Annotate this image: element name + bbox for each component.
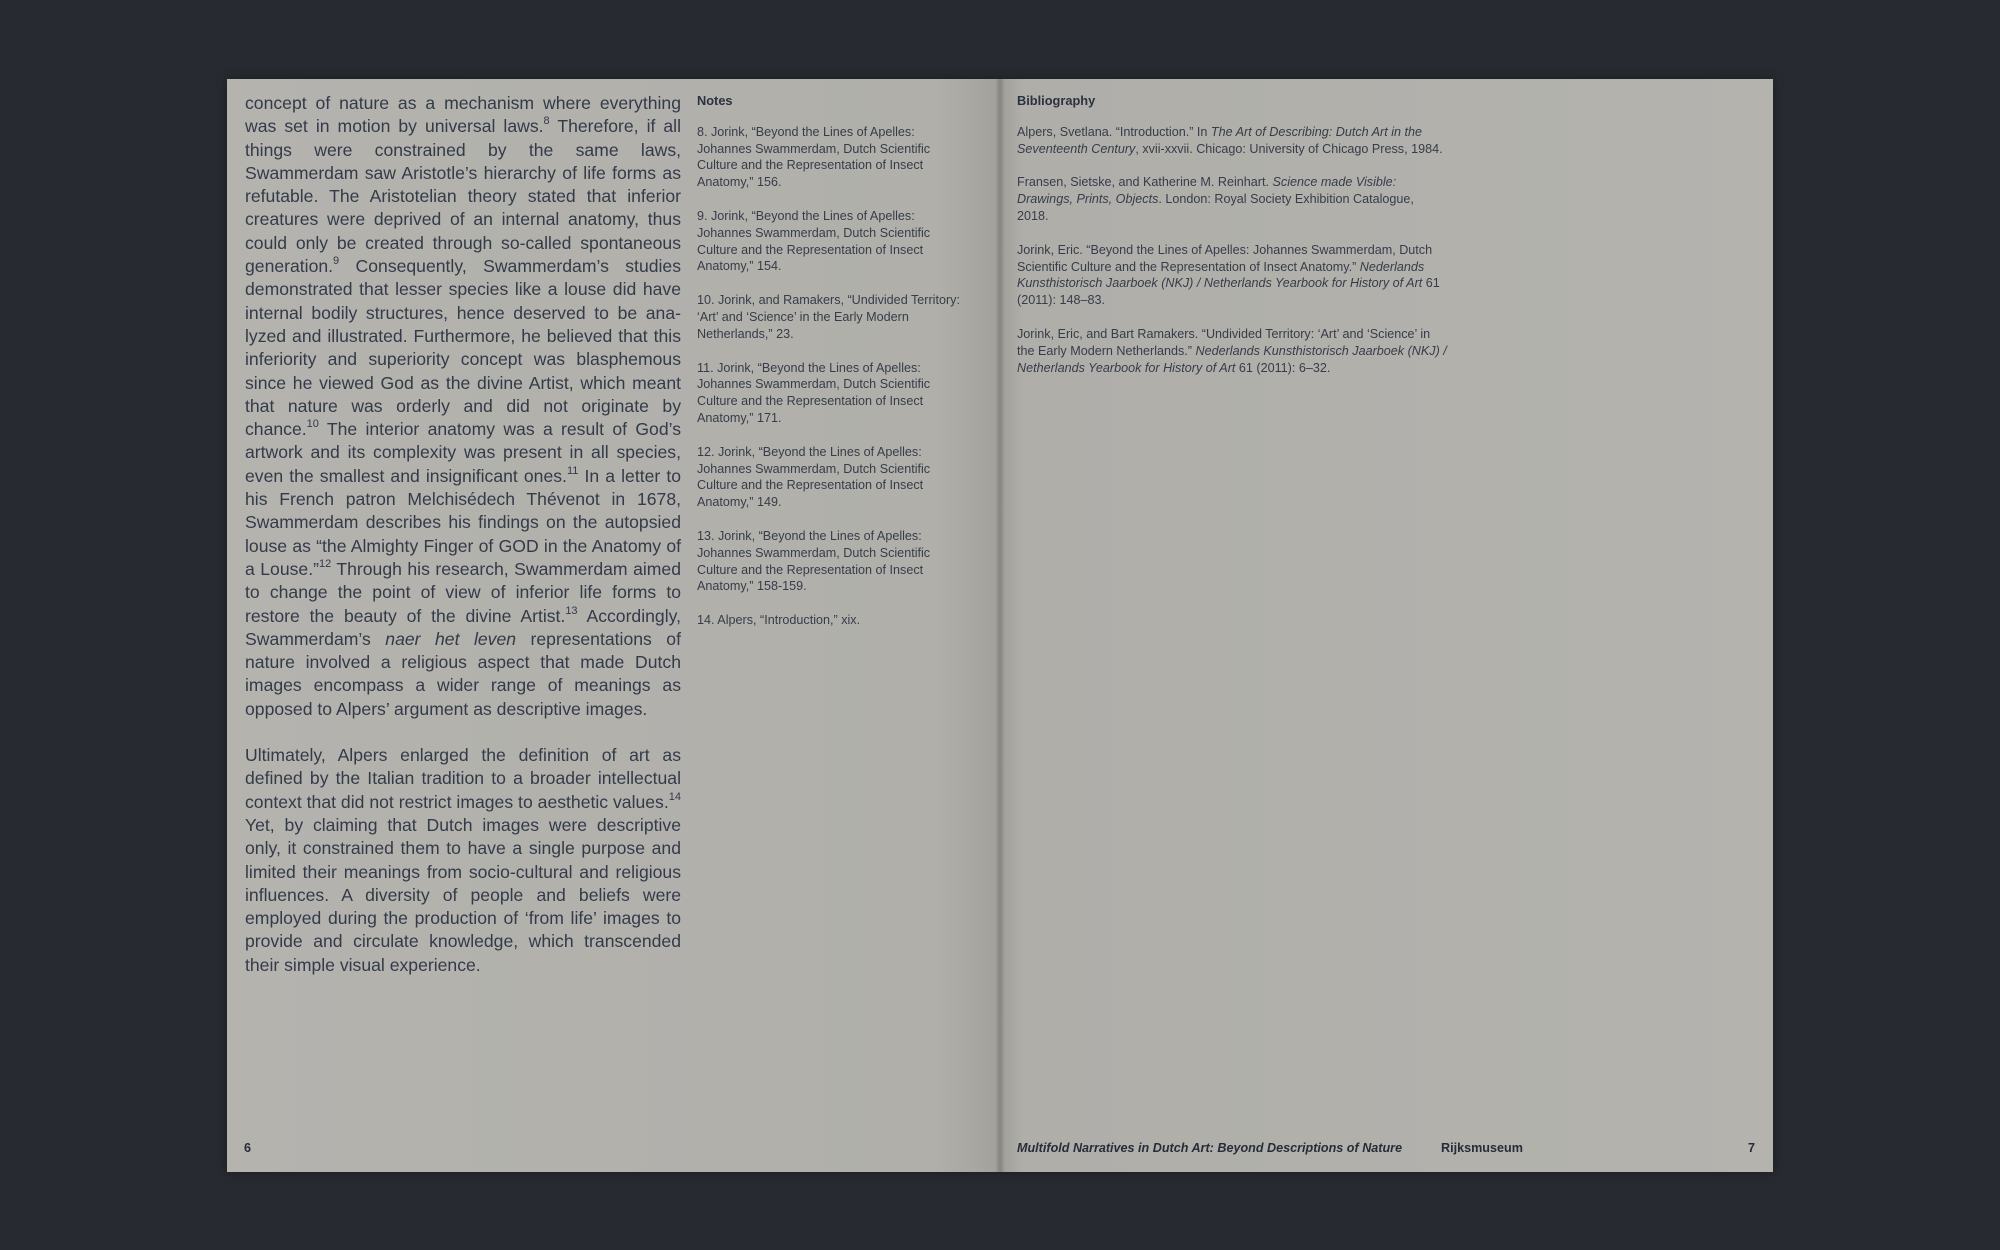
footnote-marker: 13 bbox=[565, 604, 578, 617]
footnote-marker: 8 bbox=[543, 115, 550, 128]
page-number-right: 7 bbox=[1747, 1141, 1755, 1155]
note-item: 8. Jorink, “Beyond the Lines of Apelles: Johannes Swammerdam, Dutch Scientific Culture and the Representation of Insect Anatomy,” 156. bbox=[697, 124, 931, 190]
italic-text: Science made Visible: Drawings, Prints, Objects bbox=[1017, 175, 1397, 207]
book-spread bbox=[227, 79, 1773, 1172]
bibliography-heading: Bibliography bbox=[1017, 93, 1096, 108]
bibliography-entry: Alpers, Svetlana. “Introduction.” In The Art of Describing: Dutch Art in the Seventeenth Century, xvii-xxvii. Chicago: University of Chicago Press, 1984. bbox=[1017, 124, 1443, 156]
bibliography-entry: Jorink, Eric. “Beyond the Lines of Apelles: Johannes Swammerdam, Dutch Scientific Culture and the Representation of Insect Anatomy.” Nederlands Kunsthistorisch Jaarboek (NKJ) / Netherlands Yearbook for History of Art 61 (2011): 148–83. bbox=[1017, 242, 1440, 308]
bibliography-entry: Jorink, Eric, and Bart Ramakers. “Undivided Territory: ‘Art’ and ‘Science’ in the Early Modern Netherlands.” Nederlands Kunsthistorisch Jaarboek (NKJ) / Netherlands Yearbook for History of Art 61 (2011): 6–32. bbox=[1017, 326, 1447, 375]
italic-text: Nederlands Kunsthistorisch Jaarboek (NKJ) / Netherlands Yearbook for History of Art bbox=[1017, 343, 1447, 375]
page-number-left: 6 bbox=[244, 1141, 252, 1155]
right-page bbox=[999, 79, 1773, 1172]
book-gutter bbox=[995, 79, 1005, 1172]
footnote-marker: 10 bbox=[306, 418, 319, 431]
note-item: 9. Jorink, “Beyond the Lines of Apelles: Johannes Swammerdam, Dutch Scientific Culture and the Representation of Insect Anatomy,” 154. bbox=[697, 208, 931, 274]
footnote-marker: 12 bbox=[318, 557, 332, 570]
note-item: 10. Jorink, and Ramakers, “Undivided Territory: ‘Art’ and ‘Science’ in the Early Modern Netherlands,” 23. bbox=[697, 293, 960, 341]
italic-text: Nederlands Kunsthistorisch Jaarboek (NKJ) / Netherlands Yearbook for History of Art bbox=[1017, 259, 1425, 291]
bibliography-column bbox=[1017, 93, 1447, 393]
note-item: 13. Jorink, “Beyond the Lines of Apelles: Johannes Swammerdam, Dutch Scientific Culture and the Representation of Insect Anatomy,” 158-159. bbox=[697, 528, 931, 594]
body-paragraph: Ultimately, Alpers enlarged the definition of art as defined by the Italian tradition to a broader intellectual context that did not restrict images to aesthetic values.$^{14}$ Yet, by claiming that Dutch images were descriptive only, it constrained them to have a single purpose and limited their meanings from socio-cultural and religious influences. A diversity of people and beliefs were employed during the production of ‘from life’ images to provide and circulate knowledge, which transcended their simple visual experience. bbox=[245, 745, 681, 975]
italic-text: naer het leven bbox=[385, 628, 517, 649]
italic-text: The Art of Describing: Dutch Art in the Seventeenth Century bbox=[1017, 124, 1423, 156]
note-item: 12. Jorink, “Beyond the Lines of Apelles: Johannes Swammerdam, Dutch Scientific Culture and the Representation of Insect Anatomy,” 149. bbox=[697, 444, 931, 510]
body-text bbox=[245, 92, 681, 977]
footnote-marker: 11 bbox=[566, 464, 579, 477]
notes-heading: Notes bbox=[697, 93, 733, 108]
footnote-marker: 9 bbox=[333, 255, 340, 268]
notes-column bbox=[697, 93, 967, 646]
note-item: 11. Jorink, “Beyond the Lines of Apelles: Johannes Swammerdam, Dutch Scientific Culture and the Representation of Insect Anatomy,” 171. bbox=[697, 360, 931, 425]
left-page bbox=[227, 79, 999, 1172]
footnote-marker: 14 bbox=[668, 790, 681, 803]
note-item: 14. Alpers, “Introduction,” xix. bbox=[697, 613, 861, 628]
body-paragraph: concept of nature as a mechanism where everything was set in motion by universal laws.$^8$ Therefore, if all things were constrained by the same laws, Swammerdam saw Aristotle’s hierarchy of life forms as refutable. The Aristotelian theory stated that inferior creatures were deprived of an internal anatomy, thus could only be created through so-called spontaneous generation.$^9$ Consequently, Swammerdam’s studies demonstrated that lesser species like a louse did have internal bodily structures, hence deserved to be analyzed and illustrated. Furthermore, he believed that this inferiority and superiority concept was blasphemous since he viewed God as the divine Artist, which meant that nature was orderly and did not originate by chance.$^{10}$ The interior anatomy was a result of God’s artwork and its complexity was present in all species, even the smallest and insignificant ones.$^{11}$ In a letter to his French patron Melchisédech Thévenot in 1678, Swammerdam describes his findings on the autopsied louse as “the Almighty Finger of GOD in the Anatomy of a Louse.”$^{12}$ Through his research, Swammerdam aimed to change the point of view of inferior life forms to restore the beauty of the divine Artist.$^{13}$ Accordingly, Swammerdam’s naer het leven representations of nature involved a religious aspect that made Dutch images encompass a wider range of meanings as opposed to Alpers’ argument as descriptive images. bbox=[245, 93, 682, 719]
running-title: Multifold Narratives in Dutch Art: Beyond Descriptions of Nature bbox=[1017, 1141, 1403, 1155]
publisher-name: Rijksmuseum bbox=[1441, 1141, 1523, 1155]
bibliography-entry: Fransen, Sietske, and Katherine M. Reinhart. Science made Visible: Drawings, Prints, Objects. London: Royal Society Exhibition Catalogue, 2018. bbox=[1017, 175, 1414, 223]
